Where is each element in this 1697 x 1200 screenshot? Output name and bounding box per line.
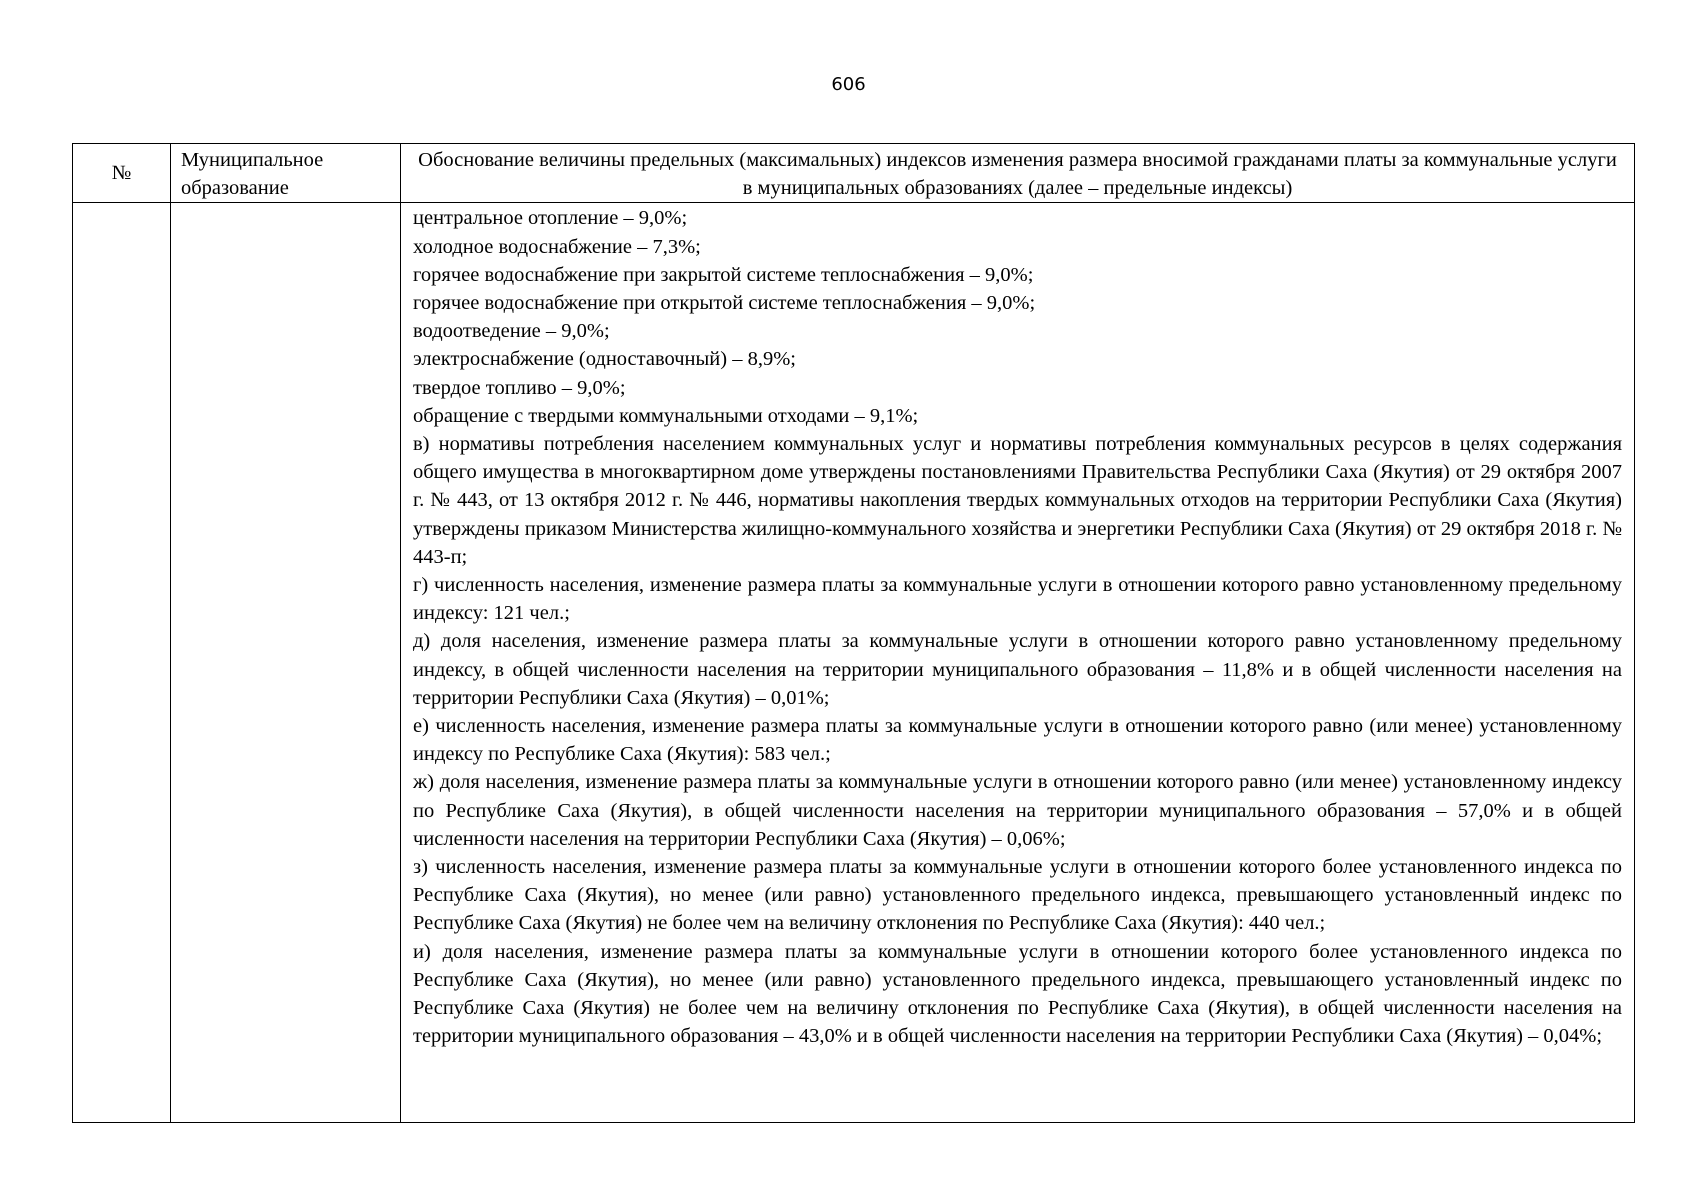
header-justification: Обоснование величины предельных (максимальных) индексов изменения размера вносимой гражданами платы за коммунальные услуги в муниципальных образованиях (далее – предельные индексы) bbox=[401, 144, 1635, 203]
table-header-row bbox=[73, 144, 1635, 203]
tariff-line-electricity: электроснабжение (одноставочный) – 8,9%; bbox=[413, 348, 796, 371]
row-municipality-cell bbox=[171, 203, 401, 1123]
tariff-line-heating: центральное отопление – 9,0%; bbox=[413, 207, 688, 230]
paragraph-d-share-equal: д) доля населения, изменение размера платы за коммунальные услуги в отношении которого равно установленному предельному индексу, в общей численности населения на территории муниципального образования – 11,8% и в общей численности населения на территории Республики Саха (Якутия) – 0,01%; bbox=[413, 630, 1622, 709]
tariff-line-solid-fuel: твердое топливо – 9,0%; bbox=[413, 376, 626, 399]
paragraph-i-share-above: и) доля населения, изменение размера платы за коммунальные услуги в отношении которого более установленного индекса по Республике Саха (Якутия), но менее (или равно) установленного предельного индекса, превышающего установленный индекс по Республике Саха (Якутия) не более чем на величину отклонения по Республике Саха (Якутия), в общей численности населения на территории муниципального образования – 43,0% и в общей численности населения на территории Республики Саха (Якутия) – 0,04%; bbox=[413, 940, 1622, 1048]
tariff-line-cold-water: холодное водоснабжение – 7,3%; bbox=[413, 235, 701, 258]
tariff-line-sewerage: водоотведение – 9,0%; bbox=[413, 320, 610, 343]
row-number-cell bbox=[73, 203, 171, 1123]
tariff-line-solid-waste: обращение с твердыми коммунальными отходами – 9,1%; bbox=[413, 404, 919, 427]
table-row bbox=[73, 203, 1635, 1123]
paragraph-z-population-above: з) численность населения, изменение размера платы за коммунальные услуги в отношении которого более установленного индекса по Республике Саха (Якутия), но менее (или равно) установленного предельного индекса, превышающего установленный индекс по Республике Саха (Якутия) не более чем на величину отклонения по Республике Саха (Якутия): 440 чел.; bbox=[413, 856, 1622, 935]
tariff-line-hot-water-closed: горячее водоснабжение при закрытой системе теплоснабжения – 9,0%; bbox=[413, 263, 1034, 286]
row-justification-cell bbox=[401, 203, 1635, 1123]
tariff-justification-table bbox=[72, 143, 1635, 1123]
paragraph-zh-share-below: ж) доля населения, изменение размера платы за коммунальные услуги в отношении которого равно (или менее) установленному индексу по Республике Саха (Якутия), в общей численности населения на территории муниципального образования – 57,0% и в общей численности населения на территории Республики Саха (Якутия) – 0,06%; bbox=[413, 771, 1622, 850]
paragraph-v-norms: в) нормативы потребления населением коммунальных услуг и нормативы потребления коммунальных ресурсов в целях содержания общего имущества в многоквартирном доме утверждены постановлениями Правительства Республики Саха (Якутия) от 29 октября 2007 г. № 443, от 13 октября 2012 г. № 446, нормативы накопления твердых коммунальных отходов на территории Республики Саха (Якутия) утверждены приказом Министерства жилищно-коммунального хозяйства и энергетики Республики Саха (Якутия) от 29 октября 2018 г. № 443-п; bbox=[413, 433, 1622, 568]
tariff-line-hot-water-open: горячее водоснабжение при открытой системе теплоснабжения – 9,0%; bbox=[413, 292, 1036, 315]
paragraph-e-population-below: е) численность населения, изменение размера платы за коммунальные услуги в отношении которого равно (или менее) установленному индексу по Республике Саха (Якутия): 583 чел.; bbox=[413, 715, 1622, 766]
paragraph-g-population-equal: г) численность населения, изменение размера платы за коммунальные услуги в отношении которого равно установленному предельному индексу: 121 чел.; bbox=[413, 574, 1622, 625]
page-number: 606 bbox=[831, 74, 866, 95]
header-municipality: Муниципальное образование bbox=[171, 144, 401, 203]
header-number: № bbox=[73, 144, 171, 203]
